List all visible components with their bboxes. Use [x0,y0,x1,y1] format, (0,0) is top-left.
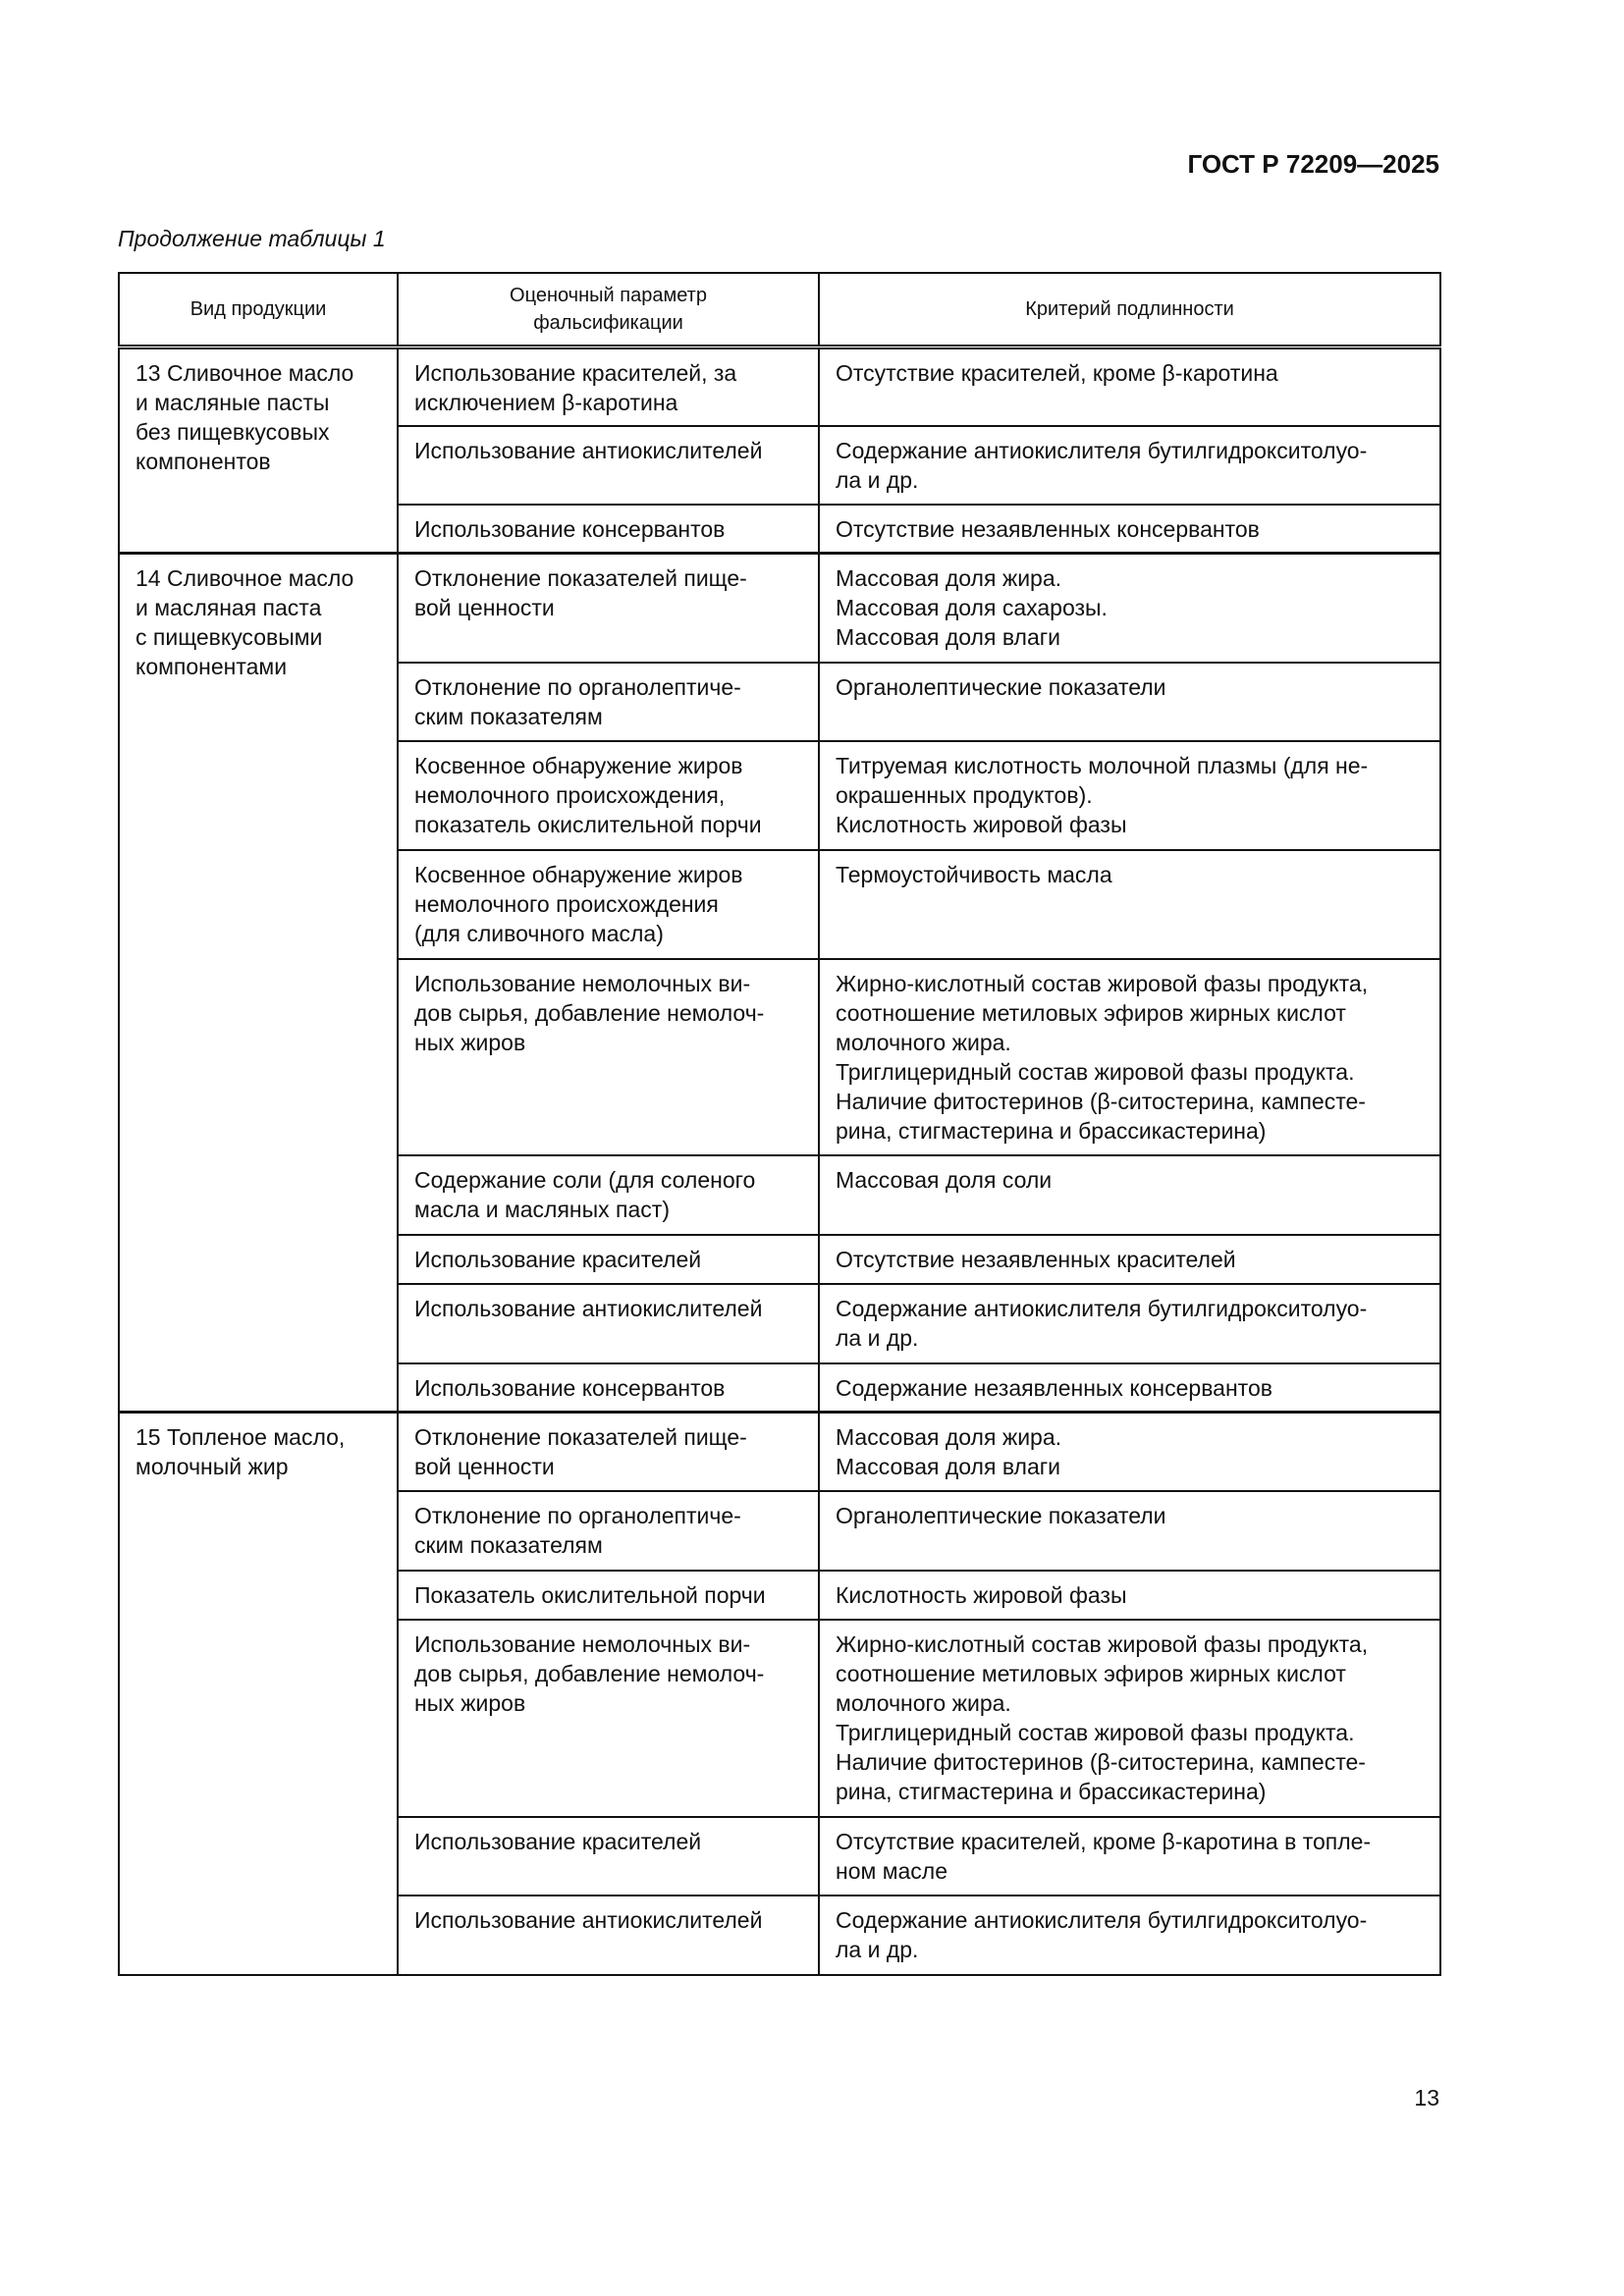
parameter-cell: Отклонение по органолептиче- ским показателям [398,663,819,741]
criterion-cell: Массовая доля соли [819,1155,1440,1235]
criterion-cell: Органолептические показатели [819,1491,1440,1571]
parameter-cell: Использование немолочных ви- дов сырья, добавление немолоч- ных жиров [398,959,819,1155]
column-header-criterion: Критерий подлинности [819,273,1440,347]
table-row [119,554,1440,663]
parameter-cell: Косвенное обнаружение жиров немолочного происхождения (для сливочного масла) [398,850,819,959]
product-cell: 14 Сливочное масло и масляная паста с пищевкусовыми компонентами [119,554,398,1413]
authenticity-table [118,272,1441,1976]
criterion-cell: Содержание антиокислителя бутилгидрокситолуо- ла и др. [819,1896,1440,1975]
parameter-cell: Отклонение по органолептиче- ским показателям [398,1491,819,1571]
criterion-cell: Термоустойчивость масла [819,850,1440,959]
table-row [119,347,1440,426]
criterion-cell: Жирно-кислотный состав жировой фазы продукта, соотношение метиловых эфиров жирных кислот молочного жира. Триглицеридный состав жировой фазы продукта. Наличие фитостеринов (β-ситостерина, кампесте- рина, стигмастерина и брассикастерина) [819,1620,1440,1817]
criterion-cell: Содержание незаявленных консервантов [819,1363,1440,1413]
parameter-cell: Использование немолочных ви- дов сырья, добавление немолоч- ных жиров [398,1620,819,1817]
criterion-cell: Содержание антиокислителя бутилгидрокситолуо- ла и др. [819,426,1440,505]
product-cell: 15 Топленое масло, молочный жир [119,1413,398,1975]
parameter-cell: Косвенное обнаружение жиров немолочного происхождения, показатель окислительной порчи [398,741,819,850]
criterion-cell: Отсутствие красителей, кроме β-каротина [819,347,1440,426]
criterion-cell: Массовая доля жира. Массовая доля влаги [819,1413,1440,1491]
criterion-cell: Отсутствие незаявленных красителей [819,1235,1440,1284]
parameter-cell: Содержание соли (для соленого масла и масляных паст) [398,1155,819,1235]
criterion-cell: Органолептические показатели [819,663,1440,741]
parameter-cell: Показатель окислительной порчи [398,1571,819,1620]
criterion-cell: Отсутствие красителей, кроме β-каротина в топле- ном масле [819,1817,1440,1896]
criterion-cell: Содержание антиокислителя бутилгидрокситолуо- ла и др. [819,1284,1440,1363]
parameter-cell: Отклонение показателей пище- вой ценности [398,1413,819,1491]
column-header-parameter: Оценочный параметр фальсификации [398,273,819,347]
parameter-cell: Использование консервантов [398,505,819,554]
column-header-product: Вид продукции [119,273,398,347]
criterion-cell: Массовая доля жира. Массовая доля сахарозы. Массовая доля влаги [819,554,1440,663]
criterion-cell: Титруемая кислотность молочной плазмы (для не- окрашенных продуктов). Кислотность жировой фазы [819,741,1440,850]
table-caption: Продолжение таблицы 1 [118,226,386,251]
table-header-row [119,273,1440,347]
table-row [119,1413,1440,1491]
page-number: 13 [1414,2085,1439,2110]
criterion-cell: Отсутствие незаявленных консервантов [819,505,1440,554]
criterion-cell: Кислотность жировой фазы [819,1571,1440,1620]
parameter-cell: Использование антиокислителей [398,426,819,505]
parameter-cell: Использование антиокислителей [398,1284,819,1363]
parameter-cell: Использование красителей [398,1817,819,1896]
parameter-cell: Использование антиокислителей [398,1896,819,1975]
standard-number: ГОСТ Р 72209—2025 [1187,149,1439,179]
parameter-cell: Отклонение показателей пище- вой ценности [398,554,819,663]
criterion-cell: Жирно-кислотный состав жировой фазы продукта, соотношение метиловых эфиров жирных кислот молочного жира. Триглицеридный состав жировой фазы продукта. Наличие фитостеринов (β-ситостерина, кампесте- рина, стигмастерина и брассикастерина) [819,959,1440,1155]
parameter-cell: Использование красителей, за исключением β-каротина [398,347,819,426]
product-cell: 13 Сливочное масло и масляные пасты без пищевкусовых компонентов [119,347,398,554]
parameter-cell: Использование красителей [398,1235,819,1284]
parameter-cell: Использование консервантов [398,1363,819,1413]
